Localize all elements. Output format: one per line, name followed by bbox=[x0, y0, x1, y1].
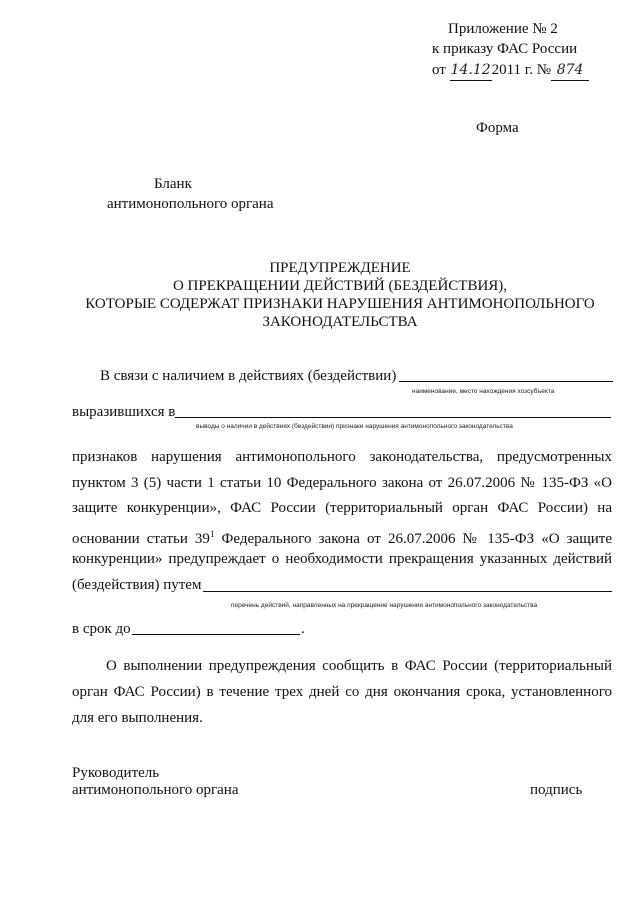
order-date-line bbox=[432, 60, 589, 81]
paragraph-line-5: конкуренции» предупреждает о необходимости прекращения указанных действий bbox=[72, 551, 612, 567]
paragraph-line-4-b: Федерального закона от 26.07.2006 № 135-ФЗ «О защите bbox=[214, 531, 612, 547]
paragraph-line-3: защите конкуренции», ФАС России (территориальный орган ФАС России) на bbox=[72, 500, 612, 516]
form-label: Форма bbox=[476, 120, 519, 136]
deadline-blank bbox=[132, 634, 300, 635]
notify-line-3: для его выполнения. bbox=[72, 710, 203, 726]
entity-name-hint: наименование, место нахождения хозсубъекта bbox=[412, 388, 555, 395]
violation-conclusions-blank bbox=[175, 417, 611, 418]
paragraph-line-4-a: основании статьи 39 bbox=[72, 531, 210, 547]
blank-label: Бланк bbox=[154, 176, 192, 192]
order-date-prefix: от bbox=[432, 62, 446, 78]
paragraph-line-6: (бездействия) путем bbox=[72, 577, 202, 593]
order-number-handwritten: 874 bbox=[551, 60, 589, 81]
order-year: 2011 г. № bbox=[491, 62, 552, 78]
appendix-number: Приложение № 2 bbox=[448, 21, 558, 37]
violation-conclusions-hint: выводы о наличии в действиях (бездействии) признаки нарушения антимонопольного законодательства bbox=[196, 423, 513, 430]
actions-list-hint: перечень действий, направленных на прекращение нарушения антимонопольного законодательства bbox=[231, 602, 538, 609]
entity-name-blank bbox=[399, 381, 613, 382]
notify-line-2: орган ФАС России) в течение трех дней со дня окончания срока, установленного bbox=[72, 684, 612, 700]
notify-line-1: О выполнении предупреждения сообщить в ФАС России (территориальный bbox=[106, 658, 612, 674]
paragraph-line-2: пунктом 3 (5) части 1 статьи 10 Федерального закона от 26.07.2006 № 135-ФЗ «О bbox=[72, 475, 612, 491]
title-line-2: О ПРЕКРАЩЕНИИ ДЕЙСТВИЙ (БЕЗДЕЙСТВИЯ), bbox=[172, 278, 508, 294]
title-line-1: ПРЕДУПРЕЖДЕНИЕ bbox=[269, 260, 411, 276]
article-superscript: 1 bbox=[209, 529, 215, 539]
signatory-title: Руководитель bbox=[72, 765, 160, 781]
body-intro: В связи с наличием в действиях (бездействии) bbox=[100, 368, 397, 384]
title-line-4: ЗАКОНОДАТЕЛЬСТВА bbox=[262, 314, 418, 330]
deadline-dot: . bbox=[301, 621, 305, 637]
expressed-in-label: выразившихся в bbox=[72, 404, 176, 420]
signature-label: подпись bbox=[530, 782, 583, 798]
blank-organ: антимонопольного органа bbox=[107, 196, 274, 212]
signatory-organ: антимонопольного органа bbox=[72, 782, 239, 798]
order-reference: к приказу ФАС России bbox=[432, 41, 578, 57]
deadline-label: в срок до bbox=[72, 621, 131, 637]
paragraph-line-4 bbox=[72, 524, 612, 549]
paragraph-line-1: признаков нарушения антимонопольного законодательства, предусмотренных bbox=[72, 449, 612, 465]
order-date-handwritten: 14.12 bbox=[450, 60, 492, 81]
actions-list-blank bbox=[203, 591, 612, 592]
title-line-3: КОТОРЫЕ СОДЕРЖАТ ПРИЗНАКИ НАРУШЕНИЯ АНТИМОНОПОЛЬНОГО bbox=[85, 296, 595, 312]
